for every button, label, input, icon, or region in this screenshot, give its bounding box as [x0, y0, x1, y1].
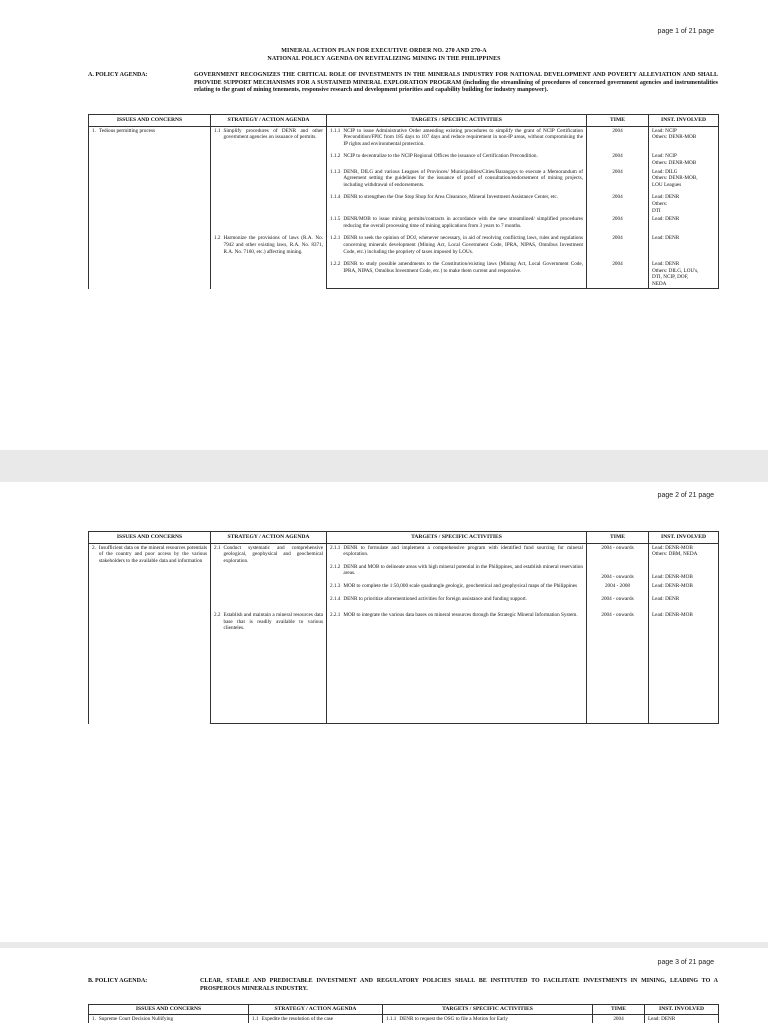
target-text: DENR/MOB to issue mining permits/contracts in accordance with the new streamlined/ simplified procedures reducing the overall processing time of mining applications from 3 years to 7 months.	[343, 216, 583, 229]
strategy-number: 2.2	[214, 612, 221, 619]
target-text: DENR to study possible amendments to the Constitution/existing laws (Mining Act, Local Government Code, IPRA, NIPAS, Omnibus Investment Code, etc.) to make them current and responsive.	[343, 261, 583, 274]
time-cell: 2004	[593, 1014, 645, 1023]
target-text: DENR, DILG and various Leagues of Provinces/ Municipalities/Cities/Barangays to execute a Memorandum of Agreement setting the guidelines for the issuance of proof of consultation/endorsement of mining projects, including withdrawal of endorsements.	[343, 168, 583, 188]
time-cell: 2004 - onwards	[587, 543, 649, 563]
header-targets: TARGETS / SPECIFIC ACTIVITIES	[383, 1005, 593, 1015]
inst-cell: Lead: DENR-MOB	[649, 563, 719, 582]
policy-agenda-b	[88, 978, 718, 996]
inst-cell: Lead: DENR Others: DTI	[649, 193, 719, 215]
time-cell: 2004 - 2008	[587, 582, 649, 595]
header-strategy: STRATEGY / ACTION AGENDA	[211, 532, 327, 544]
target-text: DENR to strengthen the One Stop Shop for Area Clearance, Mineral Investment Assistance Center, etc.	[343, 194, 558, 201]
strategy-text: Expedite the resolution of the case	[261, 1015, 334, 1022]
issue-text: Insufficient data on the mineral resources potentials of the country and poor access by the various stakeholders to the available data and information	[98, 544, 207, 564]
target-number: 2.2.1	[330, 612, 341, 619]
header-strategy: STRATEGY / ACTION AGENDA	[249, 1005, 383, 1015]
target-number: 2.1.2	[330, 563, 341, 570]
target-number: 1.1.1	[386, 1015, 397, 1022]
target-number: 1.2.1	[330, 235, 341, 242]
strategy-cell	[211, 126, 327, 234]
target-number: 1.1.5	[330, 216, 341, 223]
target-text: MOB to integrate the various data bases on mineral resources through the Strategic Mineral Information System.	[343, 612, 578, 619]
time-cell: 2004	[587, 215, 649, 234]
table-row	[89, 126, 719, 152]
target-number: 1.1.2	[330, 153, 341, 160]
issue-cell	[89, 126, 211, 289]
time-cell: 2004 - onwards	[587, 563, 649, 582]
target-text: MOB to complete the 1:50,000 scale quadrangle geologic, geochemical and geophysical maps of the Philippines	[343, 582, 578, 589]
strategy-cell	[211, 611, 327, 724]
inst-cell: Lead: DENR	[645, 1014, 719, 1023]
target-cell	[327, 543, 587, 563]
target-cell	[327, 126, 587, 152]
target-cell	[383, 1014, 593, 1023]
inst-cell: Lead: DENR-MOB Others: DBM, NEDA	[649, 543, 719, 563]
header-issues: ISSUES AND CONCERNS	[89, 115, 211, 127]
header-time: TIME	[587, 532, 649, 544]
strategy-text: Simplify procedures of DENR and other government agencies on issuance of permits.	[223, 127, 323, 141]
strategy-number: 1.1	[214, 127, 221, 134]
target-text: DENR to prioritize aforementioned activities for foreign assistance and funding support.	[343, 595, 528, 602]
target-cell	[327, 611, 587, 724]
page-number: page 2 of 21 page	[657, 492, 714, 499]
inst-cell: Lead: NCIP Others: DENR-MOB	[649, 152, 719, 167]
strategy-cell	[211, 234, 327, 289]
strategy-text: Establish and maintain a mineral resources data base that is readily available to various clienteles.	[223, 612, 323, 632]
target-cell	[327, 595, 587, 612]
target-text: DENR to seek the opinion of DOJ, whenever necessary, in aid of resolving conflicting laws, rules and regulations concerning minerals development (Mining Act, Local Government Code, IPRA, NIPAS, Omnibus Investment Code, etc.) including the propriety of taxes imposed by LOUs.	[343, 235, 583, 255]
target-cell	[327, 563, 587, 582]
target-number: 2.1.1	[330, 544, 341, 551]
header-inst: INST. INVOLVED	[649, 532, 719, 544]
target-number: 1.2.2	[330, 261, 341, 268]
document-title: MINERAL ACTION PLAN FOR EXECUTIVE ORDER NO. 270 AND 270-A	[281, 48, 487, 54]
page-number: page 3 of 21 page	[657, 959, 714, 966]
inst-cell: Lead: DILG Others: DENR-MOB, LOU Leagues	[649, 168, 719, 194]
strategy-text: Conduct systematic and comprehensive geological, geophysical and geochemical exploration.	[223, 544, 323, 564]
target-cell	[327, 260, 587, 289]
table-header-row	[89, 1005, 719, 1015]
issue-cell	[89, 1014, 249, 1023]
strategy-cell	[249, 1014, 383, 1023]
issue-text: Supreme Court Decision Nullifying	[98, 1015, 174, 1022]
target-number: 2.1.3	[330, 582, 341, 589]
target-number: 2.1.4	[330, 595, 341, 602]
strategy-number: 1.1	[252, 1015, 259, 1022]
target-cell	[327, 193, 587, 215]
document-page-3	[0, 948, 768, 1024]
table-row	[89, 543, 719, 563]
header-inst: INST. INVOLVED	[645, 1005, 719, 1015]
policy-label: B. POLICY AGENDA:	[88, 978, 148, 984]
header-strategy: STRATEGY / ACTION AGENDA	[211, 115, 327, 127]
issue-number: 1.	[92, 127, 96, 134]
policy-label: A. POLICY AGENDA:	[88, 72, 148, 78]
time-cell: 2004 - onwards	[587, 595, 649, 612]
strategy-cell	[211, 543, 327, 611]
page-number: page 1 of 21 page	[657, 28, 714, 35]
inst-cell: Lead: NCIP Others: DENR-MOB	[649, 126, 719, 152]
table-header-row	[89, 115, 719, 127]
target-cell	[327, 215, 587, 234]
issue-cell	[89, 543, 211, 724]
target-cell	[327, 152, 587, 167]
target-text: DENR to request the OSG to file a Motion for Early	[399, 1015, 509, 1022]
policy-text: GOVERNMENT RECOGNIZES THE CRITICAL ROLE OF INVESTMENTS IN THE MINERALS INDUSTRY FOR NATIONAL DEVELOPMENT AND POVERTY ALLEVIATION AND SHALL PROVIDE SUPPORT MECHANISMS FOR A SUSTAINED MINERAL EXPLORATION PROGRAM (including the streamlining of procedures of concerned government agencies and instrumentalities relating to the grant of mining tenements, responsive research and development priorities and capability building for industry manpower).	[194, 72, 718, 94]
action-plan-table	[88, 1004, 719, 1023]
policy-agenda-a	[88, 72, 718, 106]
target-number: 1.1.4	[330, 194, 341, 201]
issue-text: Tedious permitting process	[98, 127, 156, 134]
time-cell: 2004	[587, 234, 649, 260]
document-subtitle: NATIONAL POLICY AGENDA ON REVITALIZING MINING IN THE PHILIPPINES	[267, 56, 501, 62]
issue-number: 1.	[92, 1015, 96, 1022]
table-header-row	[89, 532, 719, 544]
document-page-2	[0, 482, 768, 942]
target-text: NCIP to decentralize to the NCIP Regional Offices the issuance of Certification Precondition.	[343, 153, 538, 160]
time-cell: 2004	[587, 152, 649, 167]
inst-cell: Lead: DENR-MOB	[649, 611, 719, 724]
strategy-text: Harmonize the provisions of laws (R.A. No. 7942 and other existing laws, R.A. No. 8371, R.A. No. 7160, etc.) affecting mining.	[223, 235, 323, 255]
document-page-1	[0, 0, 768, 450]
inst-cell: Lead: DENR	[649, 595, 719, 612]
strategy-number: 1.2	[214, 235, 221, 242]
action-plan-table	[88, 531, 719, 724]
header-targets: TARGETS / SPECIFIC ACTIVITIES	[327, 115, 587, 127]
time-cell: 2004	[587, 193, 649, 215]
issue-number: 2.	[92, 544, 96, 551]
action-plan-table	[88, 114, 719, 289]
time-cell: 2004 - onwards	[587, 611, 649, 724]
target-text: DENR to formulate and implement a comprehensive program with identified fund sourcing for mineral exploration.	[343, 544, 583, 558]
header-time: TIME	[587, 115, 649, 127]
time-cell: 2004	[587, 168, 649, 194]
inst-cell: Lead: DENR-MOB	[649, 582, 719, 595]
header-inst: INST. INVOLVED	[649, 115, 719, 127]
time-cell: 2004	[587, 260, 649, 289]
strategy-number: 2.1	[214, 544, 221, 551]
target-cell	[327, 168, 587, 194]
target-cell	[327, 234, 587, 260]
target-text: DENR and MOB to delineate areas with high mineral potential in the Philippines, and establish mineral reservation areas.	[343, 563, 583, 577]
header-time: TIME	[593, 1005, 645, 1015]
inst-cell: Lead: DENR	[649, 215, 719, 234]
header-targets: TARGETS / SPECIFIC ACTIVITIES	[327, 532, 587, 544]
time-cell: 2004	[587, 126, 649, 152]
target-number: 1.1.1	[330, 127, 341, 134]
target-number: 1.1.3	[330, 168, 341, 175]
target-cell	[327, 582, 587, 595]
policy-text: CLEAR, STABLE AND PREDICTABLE INVESTMENT AND REGULATORY POLICIES SHALL BE INSTITUTED TO FACILITATE INVESTMENTS IN MINING, LEADING TO A PROSPEROUS MINERALS INDUSTRY.	[200, 978, 718, 992]
header-issues: ISSUES AND CONCERNS	[89, 532, 211, 544]
target-text: NCIP to issue Administrative Order amending existing procedures to simplify the grant of NCIP Certification Precondition/FPIC from 185 days to 107 days and reduce requirement in non-IP areas, without compromising the IP rights and environmental protection.	[343, 127, 583, 147]
inst-cell: Lead: DENR	[649, 234, 719, 260]
inst-cell: Lead: DENR Others: DILG, LOU's, DTI, NCIP, DOF, NEDA	[649, 260, 719, 289]
header-issues: ISSUES AND CONCERNS	[89, 1005, 249, 1015]
table-row	[89, 1014, 719, 1023]
